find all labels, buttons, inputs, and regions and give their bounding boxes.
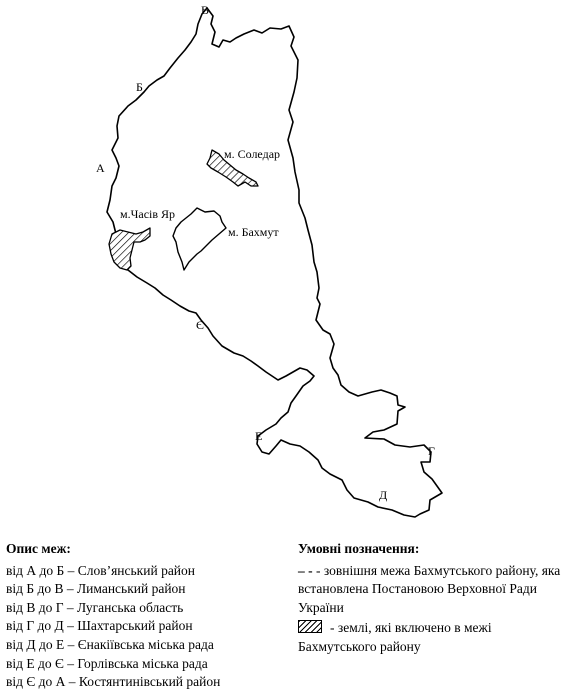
- city-label-bakhmut: м. Бахмут: [228, 225, 279, 239]
- point-label-e: Е: [255, 429, 263, 443]
- description-row: від А до Б – Слов’янський район: [6, 562, 196, 578]
- legend-title: Умовні позначення:: [298, 541, 420, 556]
- point-label-d: Д: [379, 488, 388, 502]
- boundary-legend-text: - зовнішня межа Бахмутського району, яка встановлена Постановою Верховної Ради України: [298, 562, 561, 615]
- boundary-line-symbol: – -: [298, 562, 313, 578]
- description-row: від Є до А – Костянтинівський район: [6, 674, 221, 690]
- hatched-legend-text: - землі, які включено в межі Бахмутського району: [298, 620, 492, 654]
- point-label-ye: Є: [196, 318, 204, 332]
- description-row: від В до Г – Луганська область: [6, 599, 184, 615]
- description-row: від Е до Є – Горлівська міська рада: [6, 655, 208, 671]
- bakhmut-outline: [173, 208, 226, 270]
- district-boundary: [107, 8, 442, 517]
- map-legend: [298, 540, 570, 657]
- city-label-chasiv-yar: м.Часів Яр: [120, 207, 176, 221]
- point-label-b: Б: [136, 80, 143, 94]
- description-row: від Д до Е – Єнакіївська міська рада: [6, 636, 214, 652]
- description-row: від Б до В – Лиманський район: [6, 581, 186, 597]
- boundary-description: [6, 540, 286, 692]
- point-label-g: Г: [428, 444, 435, 458]
- point-label-a: А: [96, 161, 105, 175]
- description-row: від Г до Д – Шахтарський район: [6, 618, 193, 634]
- description-title: Опис меж:: [6, 541, 71, 556]
- hatched-area-symbol: [298, 620, 322, 633]
- city-label-soledar: м. Соледар: [224, 147, 281, 161]
- legend-item-hatched: [298, 619, 570, 656]
- point-label-v: В: [201, 3, 210, 17]
- chasiv-yar-hatched-area: [109, 228, 150, 270]
- legend-item-boundary: [298, 562, 570, 618]
